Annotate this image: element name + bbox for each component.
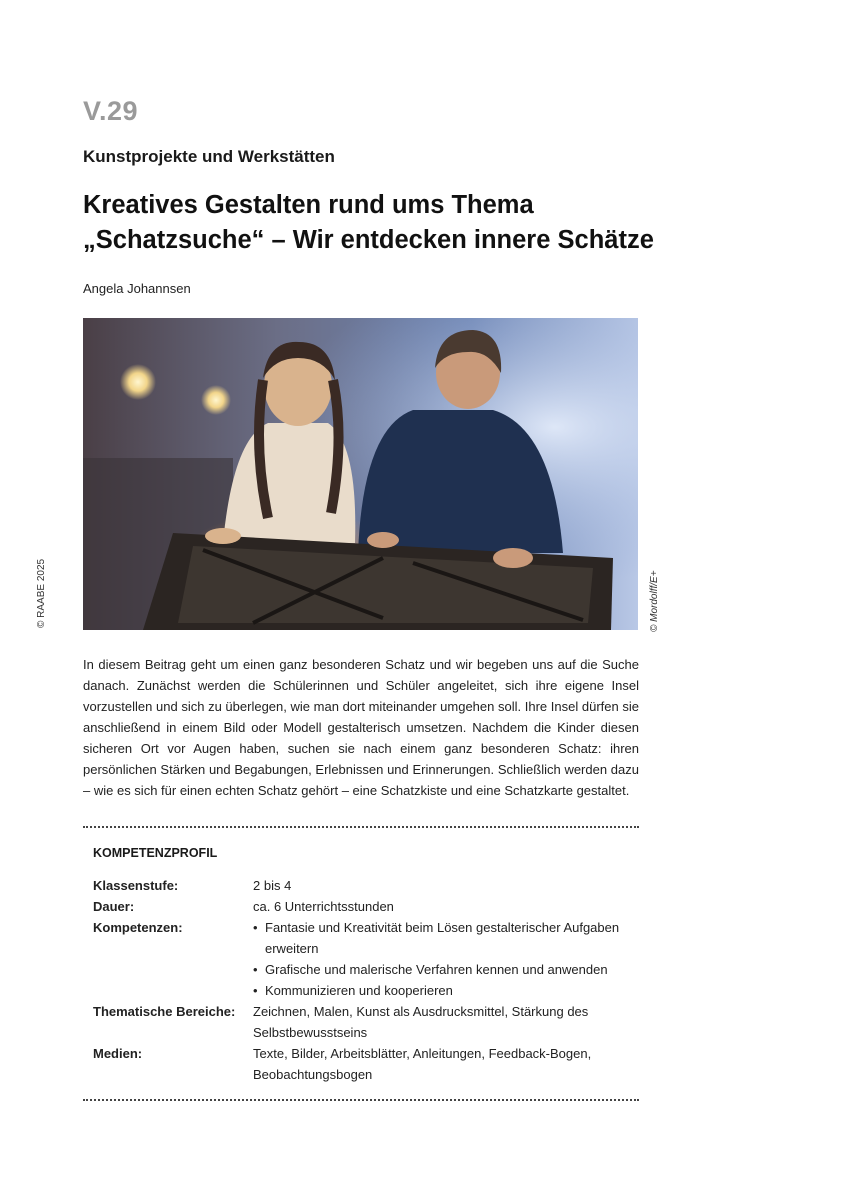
profile-row-medien	[93, 1043, 633, 1085]
kompetenzen-list	[253, 917, 633, 1001]
list-item: • Kommunizieren und kooperieren	[253, 980, 633, 1001]
klassenstufe-value: 2 bis 4	[253, 878, 292, 893]
medien-label: Medien:	[93, 1046, 143, 1061]
title-line-1: Kreatives Gestalten rund ums Thema	[83, 191, 534, 219]
profile-heading: KOMPETENZPROFIL	[93, 846, 218, 860]
photo-credit: © Mordolff/E+	[649, 570, 660, 632]
list-item: • Fantasie und Kreativität beim Lösen gestalterischer Aufgaben erweitern	[253, 917, 633, 959]
kompetenzen-list-wrap	[253, 917, 633, 1001]
section-title: Kunstprojekte und Werkstätten	[83, 147, 335, 166]
medien-value: Texte, Bilder, Arbeitsblätter, Anleitungen, Feedback-Bogen, Beobachtungsbogen	[253, 1046, 592, 1082]
profile-row-dauer	[93, 896, 633, 917]
title-line-2: „Schatzsuche“ – Wir entdecken innere Schätze	[83, 226, 654, 254]
list-item: • Grafische und malerische Verfahren kennen und anwenden	[253, 959, 633, 980]
bereiche-label: Thematische Bereiche:	[93, 1004, 236, 1019]
hero-photo	[83, 318, 638, 630]
copyright-notice: © RAABE 2025	[36, 558, 47, 628]
dauer-label: Dauer:	[93, 899, 135, 914]
author-name: Angela Johannsen	[83, 281, 191, 296]
page-title	[83, 188, 683, 258]
klassenstufe-label: Klassenstufe:	[93, 878, 179, 893]
kompetenzen-label: Kompetenzen:	[93, 920, 183, 935]
profile-row-bereiche	[93, 1001, 633, 1043]
divider-bottom	[83, 1099, 639, 1101]
chapter-number: V.29	[83, 96, 139, 126]
profile-row-klassenstufe	[93, 875, 633, 896]
divider-top	[83, 826, 639, 828]
competence-profile	[93, 875, 633, 1085]
bereiche-value: Zeichnen, Malen, Kunst als Ausdrucksmittel, Stärkung des Selbstbewusstseins	[253, 1004, 589, 1040]
profile-row-kompetenzen	[93, 917, 633, 1001]
dauer-value: ca. 6 Unterrichtsstunden	[253, 899, 394, 914]
intro-paragraph: In diesem Beitrag geht um einen ganz besonderen Schatz und wir begeben uns auf die Suche danach. Zunächst werden die Schülerinnen und Schüler angeleitet, sich ihre eigene Insel vorzustellen und sich zu überlegen, wie man dort miteinander umgehen soll. Ihre Insel dürfen sie anschließend in einem Bild oder Modell gestalterisch umsetzen. Nachdem die Kinder diesen sicheren Ort vor Augen haben, suchen sie nach einem ganz besonderen Schatz: ihren persönlichen Stärken und Begabungen, Erlebnissen und Erinnerungen. Schließlich werden dazu – wie es sich für einen echten Schatz gehört – eine Schatzkiste und eine Schatzkarte gestaltet.	[83, 657, 639, 798]
